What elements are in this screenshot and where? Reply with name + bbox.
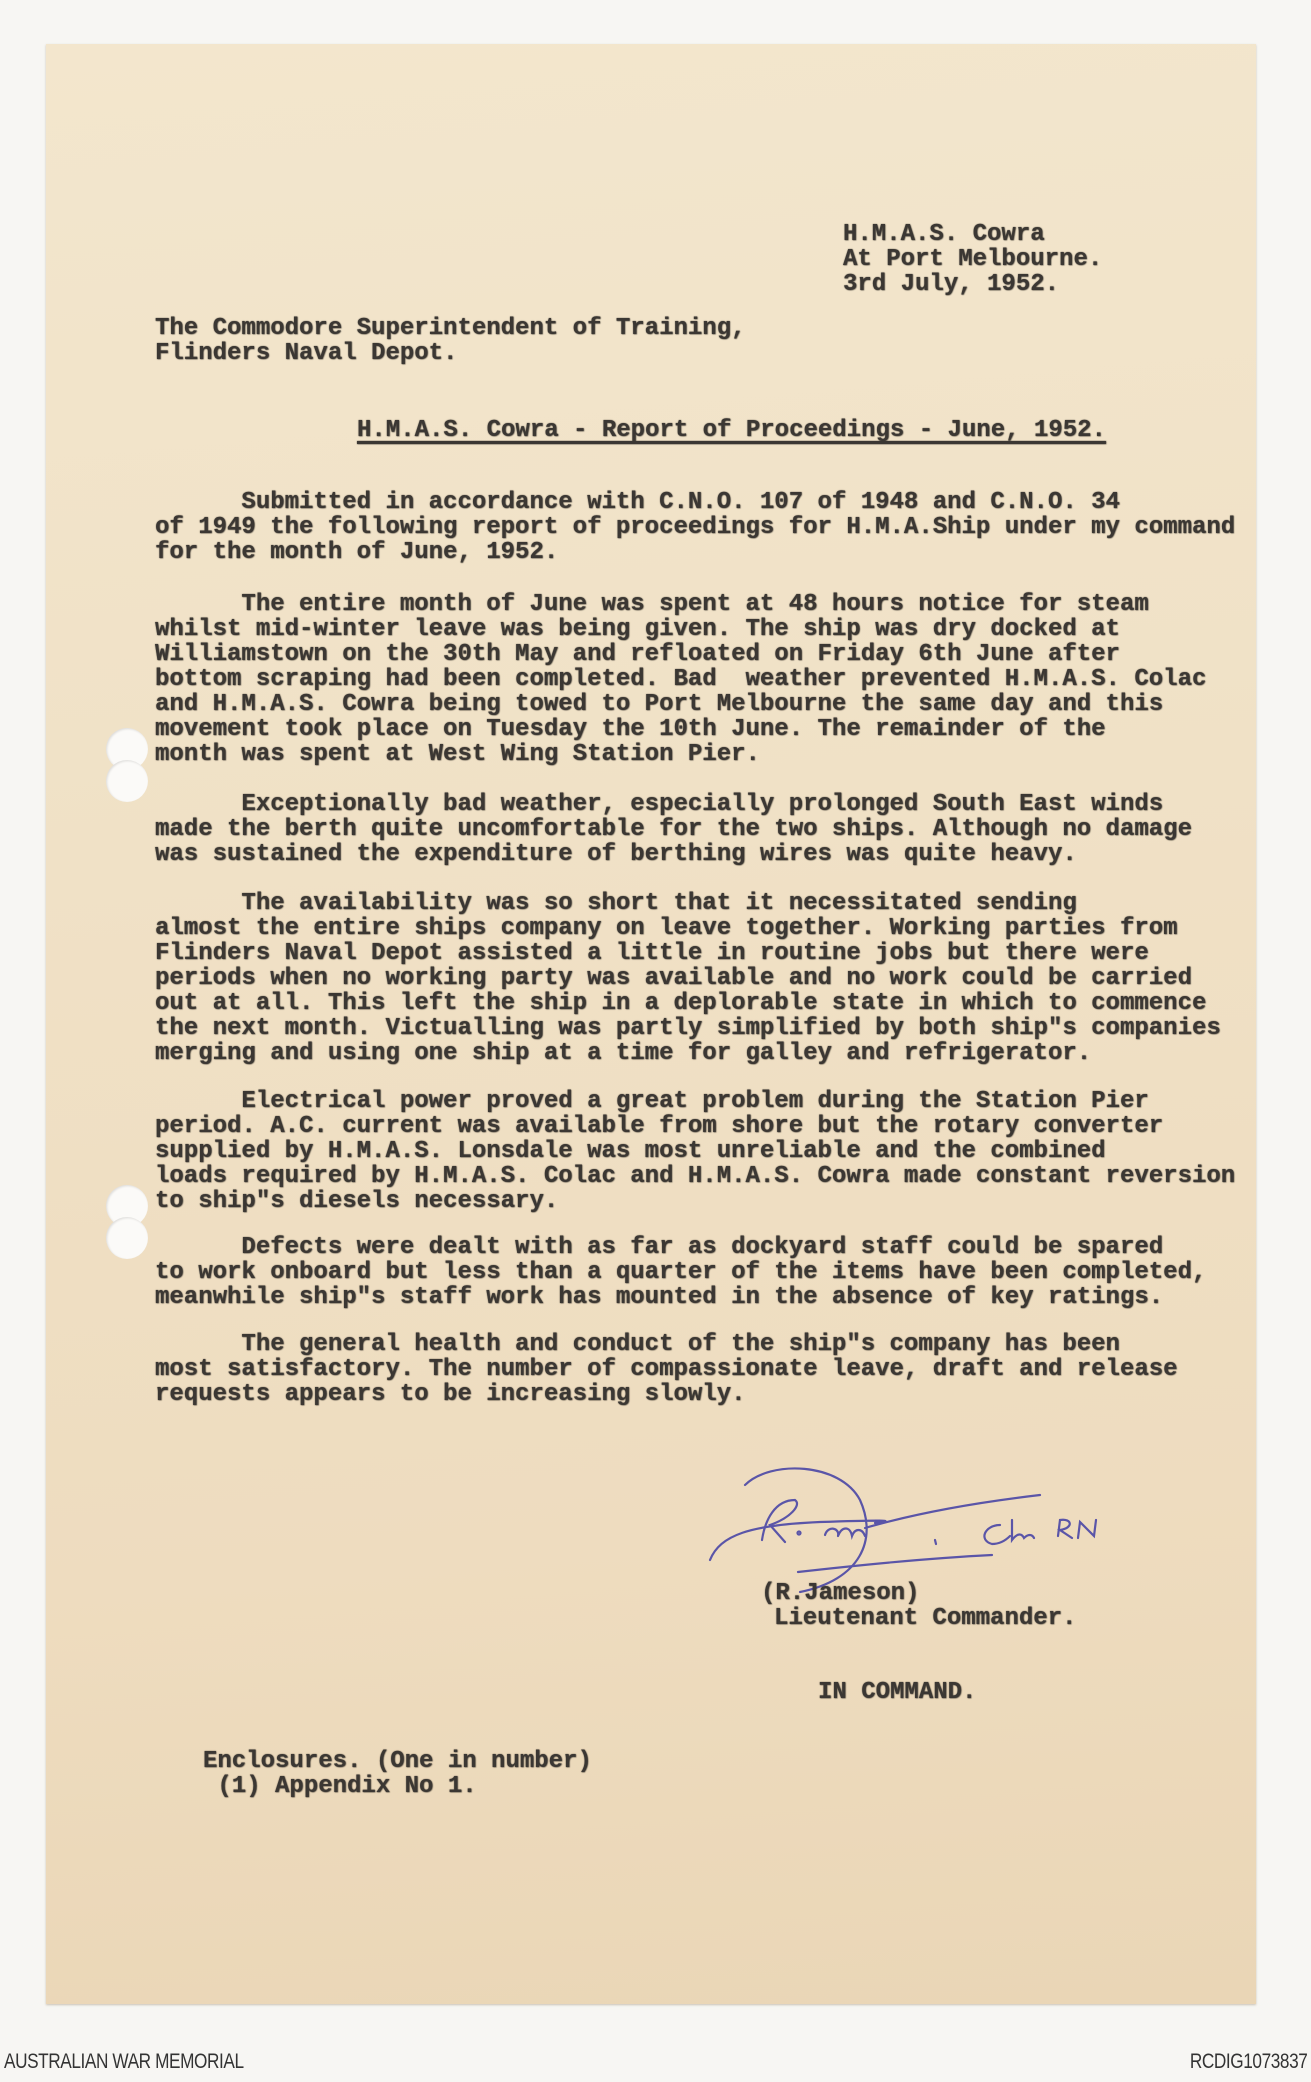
punch-hole: [106, 1217, 148, 1259]
text-line: H.M.A.S. Cowra: [843, 221, 1045, 248]
text-line: The general health and conduct of the ship"s company has been: [155, 1331, 1120, 1358]
text-line: Flinders Naval Depot assisted a little in routine jobs but there were: [155, 940, 1149, 967]
text-line: requests appears to be increasing slowly.: [155, 1381, 746, 1408]
text-line: movement took place on Tuesday the 10th June. The remainder of the: [155, 716, 1106, 743]
text-line: Submitted in accordance with C.N.O. 107 of 1948 and C.N.O. 34: [155, 489, 1120, 516]
text-line: Williamstown on the 30th May and refloated on Friday 6th June after: [155, 641, 1120, 668]
text-line: periods when no working party was available and no work could be carried: [155, 965, 1192, 992]
sender-address: [843, 222, 1102, 297]
text-line: bottom scraping had been completed. Bad weather prevented H.M.A.S. Colac: [155, 666, 1207, 693]
text-line: month was spent at West Wing Station Pier.: [155, 741, 760, 768]
text-line: period. A.C. current was available from shore but the rotary converter: [155, 1113, 1164, 1140]
text-line: merging and using one ship at a time for galley and refrigerator.: [155, 1040, 1092, 1067]
paragraph-defects: [155, 1235, 1206, 1310]
handwritten-signature: [700, 1440, 1120, 1600]
text-line: out at all. This left the ship in a deplorable state in which to commence: [155, 990, 1207, 1017]
text-line: was sustained the expenditure of berthing wires was quite heavy.: [155, 841, 1077, 868]
text-line: Enclosures. (One in number): [203, 1748, 592, 1775]
text-line: and H.M.A.S. Cowra being towed to Port Melbourne the same day and this: [155, 691, 1164, 718]
text-line: 3rd July, 1952.: [843, 271, 1060, 298]
paragraph-june-summary: [155, 592, 1206, 767]
paragraph-availability: [155, 891, 1221, 1066]
text-line: The Commodore Superintendent of Training,: [155, 315, 746, 342]
text-line: whilst mid-winter leave was being given. The ship was dry docked at: [155, 616, 1120, 643]
paragraph-health: [155, 1332, 1178, 1407]
paragraph-electrical: [155, 1089, 1235, 1214]
text-line: made the berth quite uncomfortable for the two ships. Although no damage: [155, 816, 1192, 843]
footer-reference: RCDIG1073837: [1189, 2050, 1307, 2073]
enclosures: [203, 1749, 592, 1799]
text-line: Defects were dealt with as far as dockyard staff could be spared: [155, 1234, 1164, 1261]
text-line: Flinders Naval Depot.: [155, 340, 458, 367]
text-line: (1) Appendix No 1.: [203, 1773, 477, 1800]
paragraph-weather: [155, 792, 1192, 867]
command-status: IN COMMAND.: [818, 1679, 977, 1706]
text-line: of 1949 the following report of proceedings for H.M.A.Ship under my command: [155, 514, 1236, 541]
report-title: H.M.A.S. Cowra - Report of Proceedings - June, 1952.: [357, 417, 1106, 444]
signatory-name: (R.Jameson): [761, 1580, 920, 1607]
paragraph-submission: [155, 490, 1235, 565]
signatory-rank: Lieutenant Commander.: [774, 1605, 1077, 1632]
text-line: the next month. Victualling was partly simplified by both ship"s companies: [155, 1015, 1221, 1042]
text-line: The availability was so short that it necessitated sending: [155, 890, 1077, 917]
text-line: loads required by H.M.A.S. Colac and H.M.A.S. Cowra made constant reversion: [155, 1163, 1236, 1190]
text-line: The entire month of June was spent at 48 hours notice for steam: [155, 591, 1149, 618]
text-line: Exceptionally bad weather, especially prolonged South East winds: [155, 791, 1164, 818]
text-line: supplied by H.M.A.S. Lonsdale was most unreliable and the combined: [155, 1138, 1106, 1165]
punch-hole: [106, 760, 148, 802]
text-line: Electrical power proved a great problem during the Station Pier: [155, 1088, 1149, 1115]
text-line: to work onboard but less than a quarter of the items have been completed,: [155, 1259, 1207, 1286]
recipient-address: [155, 316, 746, 366]
text-line: almost the entire ships company on leave together. Working parties from: [155, 915, 1178, 942]
text-line: At Port Melbourne.: [843, 246, 1103, 273]
text-line: meanwhile ship"s staff work has mounted in the absence of key ratings.: [155, 1284, 1164, 1311]
text-line: most satisfactory. The number of compassionate leave, draft and release: [155, 1356, 1178, 1383]
text-line: for the month of June, 1952.: [155, 539, 559, 566]
text-line: to ship"s diesels necessary.: [155, 1188, 559, 1215]
footer-institution: AUSTRALIAN WAR MEMORIAL: [4, 2050, 244, 2073]
